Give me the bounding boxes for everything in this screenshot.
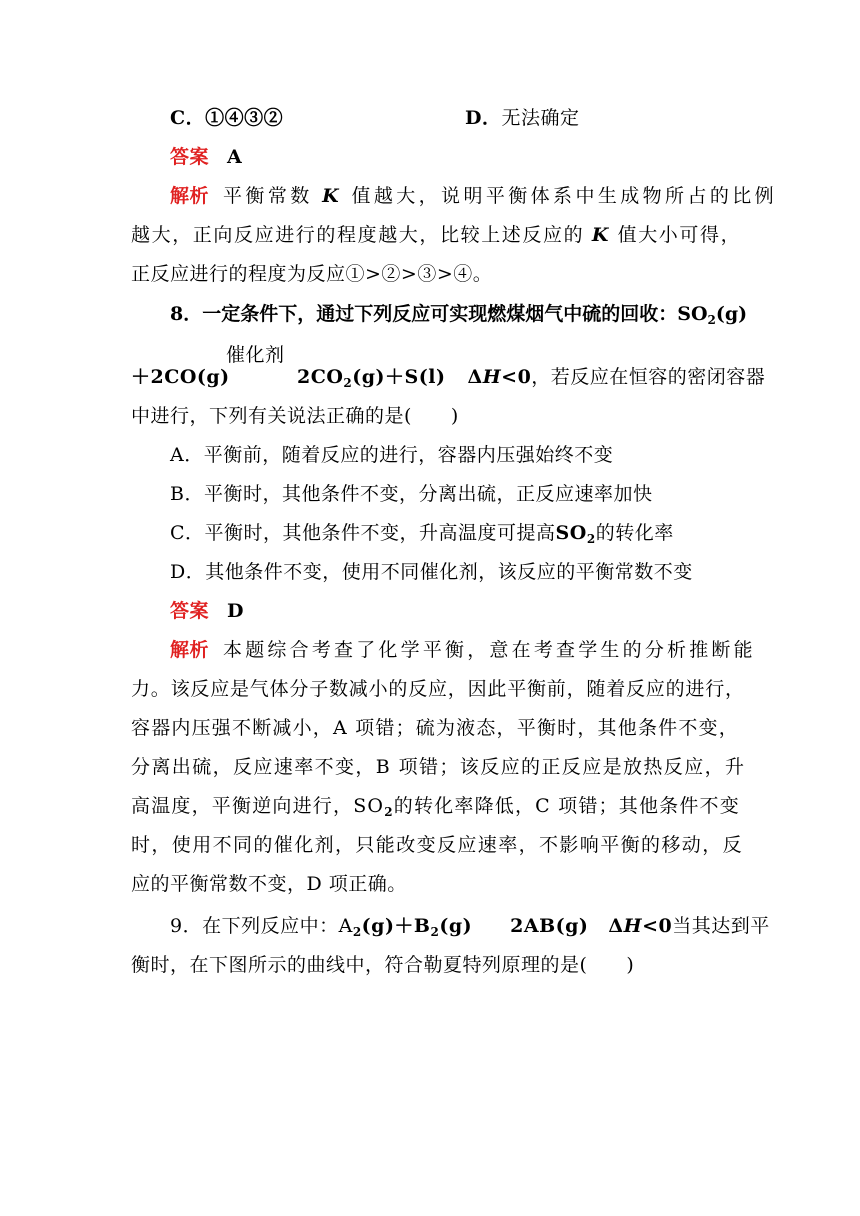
q8-option-c: C．平衡时，其他条件不变，升高温度可提高$SO_2$的转化率 bbox=[170, 522, 674, 546]
q8-analysis-line7: 应的平衡常数不变，D 项正确。 bbox=[131, 873, 407, 895]
q7-option-c: C．①④③② bbox=[170, 107, 284, 129]
q8-analysis-line2: 力。该反应是气体分子数减小的反应，因此平衡前，随着反应的进行， bbox=[131, 678, 745, 700]
q7-analysis-line2: 越大，正向反应进行的程度越大，比较上述反应的 K 值大小可得， bbox=[131, 224, 742, 246]
q9-stem-line1: 9．在下列反应中：$A_2(g)+B_2(g)$ 2AB(g) ΔH<0当其达到平 bbox=[170, 915, 770, 939]
answer-label: 答案 bbox=[170, 600, 210, 622]
answer-value: A bbox=[227, 146, 243, 168]
q8-analysis-line6: 时，使用不同的催化剂，只能改变反应速率，不影响平衡的移动，反 bbox=[131, 834, 744, 856]
q8-option-a: A．平衡前，随着反应的进行，容器内压强始终不变 bbox=[170, 444, 614, 466]
q8-analysis-line1: 解析 本题综合考查了化学平衡，意在考查学生的分析推断能 bbox=[170, 639, 756, 661]
q8-stem-line3: 中进行，下列有关说法正确的是( ) bbox=[131, 405, 459, 427]
answer-label: 答案 bbox=[170, 146, 210, 168]
q7-analysis-line1: 解析 平衡常数 K 值越大，说明平衡体系中生成物所占的比例 bbox=[170, 185, 778, 207]
q8-equation-right: $2CO_2(g)+S(l)$ ΔH<0，若反应在恒容的密闭容器 bbox=[297, 366, 766, 390]
q8-analysis-line4: 分离出硫，反应速率不变，B 项错；该反应的正反应是放热反应，升 bbox=[131, 756, 746, 778]
q7-answer bbox=[170, 145, 242, 169]
q8-answer bbox=[170, 599, 244, 623]
q8-analysis-line3: 容器内压强不断减小，A 项错；硫为液态，平衡时，其他条件不变， bbox=[131, 717, 739, 739]
catalyst-label: 催化剂 bbox=[226, 344, 285, 366]
q8-analysis-line5: 高温度，平衡逆向进行，$SO_2$的转化率降低，C 项错；其他条件不变 bbox=[131, 795, 740, 819]
q8-option-b: B．平衡时，其他条件不变，分离出硫，正反应速率加快 bbox=[170, 483, 653, 505]
q8-stem-line1: 8．一定条件下，通过下列反应可实现燃煤烟气中硫的回收：$SO_2(g)$ bbox=[170, 303, 748, 327]
q8-equation-left: ＋2CO(g) bbox=[131, 366, 230, 388]
answer-value: D bbox=[227, 600, 244, 622]
q9-stem-line2: 衡时，在下图所示的曲线中，符合勒夏特列原理的是( ) bbox=[131, 954, 635, 976]
q7-analysis-line3: 正反应进行的程度为反应①>②>③>④。 bbox=[131, 263, 493, 285]
q7-option-d: D．无法确定 bbox=[465, 107, 580, 129]
analysis-label: 解析 bbox=[170, 639, 210, 661]
analysis-label: 解析 bbox=[170, 185, 210, 207]
q8-option-d: D．其他条件不变，使用不同催化剂，该反应的平衡常数不变 bbox=[170, 561, 693, 583]
